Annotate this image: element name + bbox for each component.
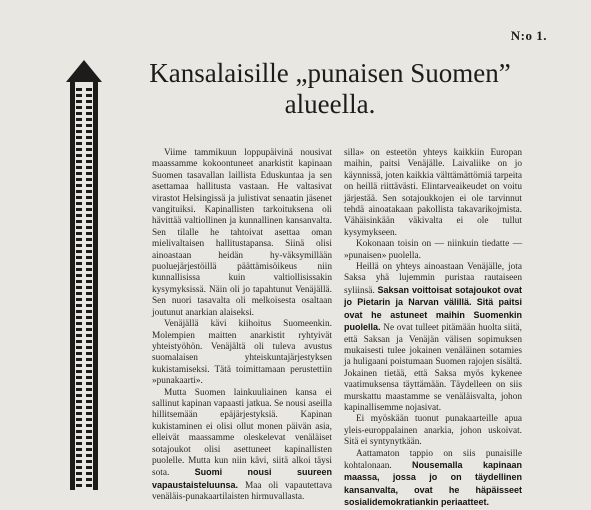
ornament-rung (86, 334, 92, 337)
ornament-rung (76, 280, 82, 283)
ornament-rung (76, 352, 82, 355)
ornament-rung (76, 268, 82, 271)
ornament-rung (86, 214, 92, 217)
ornament-rung (86, 136, 92, 139)
ornament-rung (76, 364, 82, 367)
ornament-rung (76, 430, 82, 433)
ornament-rung (86, 346, 92, 349)
ornament-rung (76, 112, 82, 115)
ornament-rung (86, 376, 92, 379)
ornament-rung (76, 478, 82, 481)
right-column (344, 148, 522, 510)
ornament-rung (76, 304, 82, 307)
ornament-rung (76, 94, 82, 97)
ornament-rung (86, 400, 92, 403)
ornament-rung (86, 436, 92, 439)
ornament-rung (76, 262, 82, 265)
ornament-rung (76, 208, 82, 211)
ornament-rung (86, 256, 92, 259)
ornament-rung (86, 112, 92, 115)
ornament-rung (76, 196, 82, 199)
ornament-rung (86, 160, 92, 163)
ornament-rung (86, 388, 92, 391)
ornament-rung (86, 448, 92, 451)
ornament-rung (76, 394, 82, 397)
ornament-rung (76, 400, 82, 403)
ornament-rung (86, 262, 92, 265)
ornament-rung (86, 148, 92, 151)
ornament-rung (86, 100, 92, 103)
ornament-rung (86, 286, 92, 289)
ornament-rung (76, 124, 82, 127)
paragraph: silla» on esteetön yhteys kaikkiin Europan maihin, paitsi Venäjälle. Laivaliike on jo käynnissä, joten kaikkia välttämättömiä tarpeita on heillä riittävästi. Elintarveaikeudet on voitu järjestää. Sen sotajoukkojen ei ole tarvinnut tehdä ainoatakaan pakollista takavarikojmista. Vähäisinkään väkivalta ei ole tullut kysymykseen. (344, 148, 522, 238)
ornament-rung (86, 454, 92, 457)
ornament-rung (76, 232, 82, 235)
ornament-rung (76, 316, 82, 319)
ornament-rung (76, 202, 82, 205)
ornament-rung (86, 232, 92, 235)
ornament-rung (86, 364, 92, 367)
ornament-rung (76, 136, 82, 139)
ornament-rung (76, 190, 82, 193)
ornament-rung (86, 382, 92, 385)
ornament-ladder (70, 82, 98, 490)
ornament-rung (76, 322, 82, 325)
paragraph-text: Maa oli vapautettava venäläis-punakaartilaisten hirmuvallasta. (152, 480, 332, 503)
ornament-rung (76, 130, 82, 133)
article-title (120, 58, 540, 120)
ornament-rung (86, 280, 92, 283)
ornament-rung (86, 352, 92, 355)
ornament-rung (76, 166, 82, 169)
ornament-rung (76, 160, 82, 163)
ornament-rung (76, 178, 82, 181)
ornament-rung (86, 430, 92, 433)
ornament-rung (76, 370, 82, 373)
ornament-rung (76, 460, 82, 463)
ornament-rung (86, 220, 92, 223)
ornament-rung (76, 328, 82, 331)
paragraph-text: Heillä on yhteys ainoastaan Venäjälle, jota Saksa yhä lujemmin puristaa rautaiseen syliinsä. (344, 262, 522, 296)
ornament-rung (76, 376, 82, 379)
ornament-rung (86, 310, 92, 313)
ornament-rung (86, 196, 92, 199)
ornament-rung (86, 328, 92, 331)
ornament-rung (86, 178, 92, 181)
paragraph: Kokonaan toisin on — niinkuin tiedatte — »punaisen» puolella. (344, 239, 522, 261)
ornament-rung (86, 424, 92, 427)
ornament-rung (76, 334, 82, 337)
ornament-rung (76, 256, 82, 259)
ornament-rung (86, 478, 92, 481)
ornament-rung (76, 298, 82, 301)
ornament-rung (76, 406, 82, 409)
ornament-rung (86, 406, 92, 409)
ornament-rung (76, 466, 82, 469)
emphasized-text: Nousemalla kapinaan maassa, jossa jo on täydellinen kansanvalta, ovat he häpäisseet sosialidemokratiankin periaatteet. (344, 459, 522, 508)
ornament-rung (86, 226, 92, 229)
ornament-rung (76, 484, 82, 487)
ornament-rung (86, 118, 92, 121)
ornament-rung (86, 370, 92, 373)
ornament-rung (76, 244, 82, 247)
ornament-rung (76, 220, 82, 223)
ornament-top-cap (66, 60, 102, 82)
paragraph-text: Aattamaton tappio on siis punaisille kohtalonaan. (344, 448, 522, 471)
ornament-rung (76, 418, 82, 421)
ornament-rung (86, 304, 92, 307)
ornament-rung (86, 472, 92, 475)
ornament-rung (86, 466, 92, 469)
ornament-rung (76, 424, 82, 427)
ornament-rung (76, 472, 82, 475)
ornament-rung (86, 184, 92, 187)
ornament-rung (86, 172, 92, 175)
ornament-rung (76, 358, 82, 361)
ornament-rung (76, 250, 82, 253)
ornament-rung (86, 208, 92, 211)
ornament-rung (86, 88, 92, 91)
ornament-rung (86, 130, 92, 133)
left-column (152, 148, 332, 504)
ornament-rung (76, 346, 82, 349)
ornament-rung (86, 94, 92, 97)
ornament-rung (86, 418, 92, 421)
ornament-rung (76, 292, 82, 295)
ornament-rung (86, 358, 92, 361)
ornament-rung (86, 202, 92, 205)
article-title-line-1: Kansalaisille „punaisen Suomen” (149, 58, 511, 88)
ornament-rung (76, 436, 82, 439)
ornament-rung (76, 226, 82, 229)
page-number: N:o 1. (510, 28, 547, 43)
ornament-rung (76, 118, 82, 121)
ornament-rung (86, 124, 92, 127)
ornament-rung (76, 154, 82, 157)
paragraph-text: Mutta Suomen lainkuuliainen kansa ei sallinut kapinan vapaasti jatkua. Se nousi aseilla hillitsemään epäjärjestyksiä. Kapinan kukistaminen ei olisi ollut monen päivän asia, elleivät maassamme oleskelevat venäläiset sotajoukot olisi asettuneet kapinallisten puolelle. Mutta kun niin kävi, siitä alkoi täysi sota. (152, 387, 332, 479)
ornament-rung (86, 166, 92, 169)
ornament-rung (86, 274, 92, 277)
ornament-rung (86, 106, 92, 109)
paragraph-text: Ne ovat tulleet pitämään huolta siitä, että Saksan ja Venäjän välisen sopimuksen mukaisesti tulee jokainen venäläinen sotamies ja huligaani poistumaan Suomen rajojen sisältä. Jokainen tietää, että Saksa myös kykenee vaatimuksensa täyttämään. Täydelleen on siis murskattu maastamme se venäläisvalta, johon kapinallisemme nojasivat. (344, 323, 522, 413)
ornament-rung (76, 448, 82, 451)
ornament-rung (86, 442, 92, 445)
article-title-line-2: alueella. (284, 89, 376, 119)
ornament-rung (86, 412, 92, 415)
ornament-rung (76, 184, 82, 187)
ornament-rung (86, 460, 92, 463)
ornament-rung (76, 142, 82, 145)
ornament-rung (86, 394, 92, 397)
ornament-rung (86, 298, 92, 301)
ornament-rung (76, 454, 82, 457)
paragraph: Venäjällä kävi kiihoitus Suomeenkin. Molempien maitten anarkistit ryhtyivät yhteistyöhön. Venäjältä oli tuleva avustus suomalaisen yhteiskuntajärjestyksen kukistamiseksi. Tätä toimittamaan perustettiin »punakaarti». (152, 319, 332, 387)
ornament-rung (76, 442, 82, 445)
ornament-rung (86, 322, 92, 325)
emphasized-text: Suomi nousi suureen vapaustaisteluunsa. (152, 467, 333, 490)
ornament-rung (76, 382, 82, 385)
ornament-rung (76, 340, 82, 343)
ornament-rung (86, 142, 92, 145)
ornament-rung (76, 310, 82, 313)
ornament-rung (76, 172, 82, 175)
ornament-rung (76, 388, 82, 391)
ornament-rung (86, 340, 92, 343)
ornament-rung (76, 274, 82, 277)
ornament-rung (86, 250, 92, 253)
ornament-rung (86, 154, 92, 157)
ornament-rung (86, 190, 92, 193)
ornament-rung (76, 238, 82, 241)
ornament-rung (86, 316, 92, 319)
ornament-rung (76, 148, 82, 151)
paragraph: Ei myöskään tuonut punakaarteille apua yleis-europpalainen anarkia, johon uskoivat. Sitä ei syntynytkään. (344, 414, 522, 448)
ornament-rung (76, 214, 82, 217)
ornament-rung (76, 100, 82, 103)
ornament-rung (76, 88, 82, 91)
paragraph (152, 388, 332, 504)
ornament-rung (76, 106, 82, 109)
ornament-rung (86, 292, 92, 295)
ornament-rung (76, 412, 82, 415)
ornament-rung (86, 268, 92, 271)
vertical-ladder-ornament (62, 60, 106, 490)
ornament-rung (86, 484, 92, 487)
paragraph: Viime tammikuun loppupäivinä nousivat maassamme kokoontuneet anarkistit kapinaan Suomen tasavallan laillista Eduskuntaa ja sen asettamaa hallitusta vastaan. He valtasivat virastot Helsingissä ja julistivat senaatin jäsenet vangituiksi. Kapinallisten tarkoituksena oli hävittää valtiollinen ja kunnallinen kansanvalta. Sen tilalle he tahtoivat asettaa oman mielivaltaisen hallitustapansa. Siinä olisi ainoastaan heidän hy-väksymillään puoluejärjestöillä päättämisöikeus niin kunnallisissa kuin valtiollisissakin kysymyksissä. Näin oli jo tapahtunut Venäjällä. Sen nuori tasavalta oli melkoisesta osaltaan joutunut anarkian alaiseksi. (152, 148, 332, 318)
ornament-rung (86, 238, 92, 241)
paragraph (344, 262, 522, 414)
emphasized-text: Saksan voittoisat sotajoukot ovat jo Pietarin ja Narvan välillä. Sitä paitsi ovat he astuneet maihin Suomenkin puolella. (344, 284, 522, 333)
ornament-rung (86, 244, 92, 247)
paragraph (344, 449, 522, 510)
ornament-rung (76, 286, 82, 289)
